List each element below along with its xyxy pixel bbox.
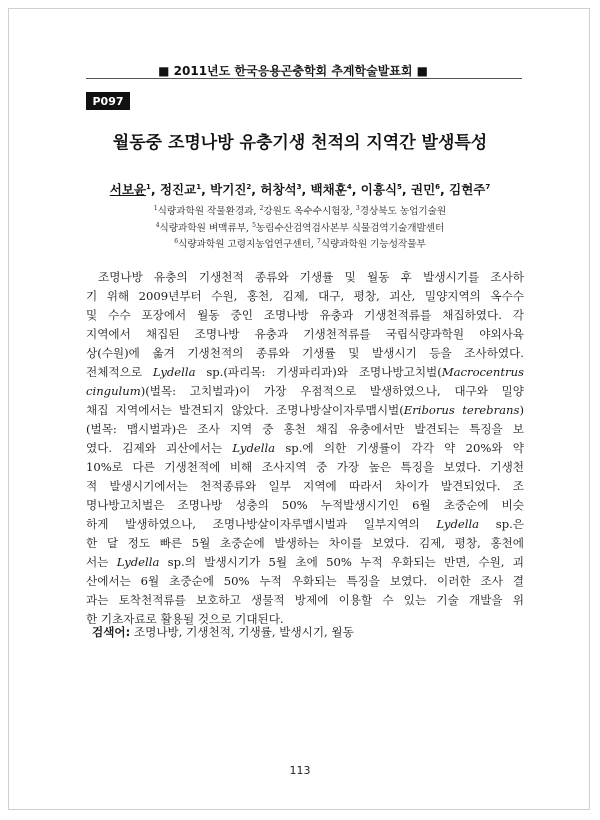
author-name: , 허창석 bbox=[251, 182, 297, 197]
abstract-line bbox=[86, 496, 524, 515]
poster-id-badge: P097 bbox=[86, 92, 130, 110]
abstract-line bbox=[86, 591, 524, 610]
affiliation-marker: 2 bbox=[259, 205, 264, 212]
abstract-text: (벌목: 맵시벌과)은 조사 지역 중 홍천 채집 유충에서만 발견되는 특징을 보 bbox=[86, 422, 524, 436]
species-name: Lydella bbox=[116, 555, 160, 569]
abstract-line bbox=[86, 515, 524, 534]
author-affiliation-marker: 1 bbox=[146, 182, 151, 191]
affiliation-text: 식량과학원 벼맥류부, bbox=[159, 222, 253, 234]
affiliation-line bbox=[0, 235, 600, 252]
abstract-text: 10%로 다른 기생천적에 비해 조사지역 중 가장 높은 특징을 보였다. 기생천 bbox=[86, 460, 524, 474]
author-name: , 이흥식 bbox=[351, 182, 398, 197]
affiliation-marker: 5 bbox=[252, 221, 256, 229]
affiliation-marker: 4 bbox=[155, 221, 160, 229]
abstract-text: 명나방고치벌은 조명나방 성충의 50% 누적발생시기인 6월 초중순에 비슷 bbox=[86, 498, 524, 512]
species-name: Macrocentrus bbox=[441, 365, 524, 379]
author-list bbox=[0, 180, 600, 198]
abstract-body bbox=[86, 268, 524, 629]
abstract-line bbox=[86, 363, 524, 382]
abstract-text: 한 기초자료로 활용될 것으로 기대된다. bbox=[86, 612, 284, 626]
abstract-line bbox=[86, 382, 524, 401]
author-affiliation-marker: 7 bbox=[485, 182, 491, 191]
species-name: Lydella bbox=[436, 517, 480, 531]
author-affiliation-marker: 5 bbox=[397, 182, 402, 191]
affiliation-marker: 3 bbox=[355, 205, 360, 212]
keywords-label: 검색어: bbox=[92, 625, 131, 639]
abstract-line bbox=[86, 287, 524, 306]
abstract-text: sp.은 bbox=[479, 517, 524, 531]
author-affiliation-marker: 2 bbox=[246, 182, 252, 191]
affiliation-text: 농림수산검역검사본부 식물검역기술개발센터 bbox=[255, 222, 445, 234]
abstract-line bbox=[86, 420, 524, 439]
species-name: Lydella bbox=[152, 365, 196, 379]
affiliation-line bbox=[0, 219, 600, 236]
author-name: , 권민 bbox=[401, 182, 436, 197]
author-name: , 김현주 bbox=[440, 182, 486, 197]
abstract-line bbox=[86, 477, 524, 496]
abstract-text: ) bbox=[519, 403, 524, 417]
keywords-text: 조명나방, 기생천적, 기생률, 발생시기, 월동 bbox=[130, 625, 354, 639]
abstract-text: sp.의 발생시기가 5월 초에 50% 누적 우화되는 반면, 수원, 괴 bbox=[159, 555, 524, 569]
page-number: 113 bbox=[289, 764, 311, 777]
author-name: , 정진교 bbox=[150, 182, 197, 197]
abstract-line bbox=[86, 344, 524, 363]
author-name: , 백채훈 bbox=[301, 182, 347, 197]
abstract-text: 한 달 정도 빠른 5월 초중순에 발생하는 차이를 보였다. 김제, 평창, 홍천에 bbox=[86, 536, 524, 550]
abstract-text: 지역에서 채집된 조명나방 유충과 기생천적류를 국립식량과학원 야외사육 bbox=[86, 327, 524, 341]
author-affiliation-marker: 4 bbox=[346, 182, 352, 191]
affiliation-text: 식량과학원 기능성작물부 bbox=[320, 239, 426, 251]
affiliation-text: 강원도 옥수수시험장, bbox=[263, 206, 356, 218]
abstract-text: sp.에 의한 기생률이 각각 약 20%와 약 bbox=[275, 441, 524, 455]
author-affiliation-marker: 3 bbox=[296, 182, 302, 191]
species-name: cingulum bbox=[86, 384, 141, 398]
affiliation-text: 식량과학원 고령지농업연구센터, bbox=[178, 239, 317, 251]
affiliation-marker: 6 bbox=[174, 238, 179, 246]
abstract-text: 상(수원)에 옮겨 기생천적의 종류와 기생률 및 발생시기 등을 조사하였다. bbox=[86, 346, 524, 360]
abstract-text: 기 위해 2009년부터 수원, 홍천, 김제, 대구, 평창, 괴산, 밀양지역의 옥수수 bbox=[86, 289, 524, 303]
abstract-line bbox=[86, 458, 524, 477]
abstract-text: 조명나방 유충의 기생천적 종류와 기생률 및 월동 후 발생시기를 조사하 bbox=[98, 270, 524, 284]
keywords-line bbox=[92, 624, 522, 640]
species-name: Eriborus terebrans bbox=[403, 403, 520, 417]
abstract-text: 서는 bbox=[86, 555, 117, 569]
author-name: , 박기진 bbox=[201, 182, 247, 197]
abstract-text: 하게 발생하였으나, 조명나방살이자루맵시벌과 일부지역의 bbox=[86, 517, 437, 531]
affiliation-marker: 7 bbox=[316, 238, 321, 246]
author-affiliation-marker: 6 bbox=[435, 182, 441, 191]
abstract-line bbox=[86, 401, 524, 420]
abstract-line bbox=[86, 534, 524, 553]
header-rule bbox=[86, 78, 522, 79]
abstract-text: 였다. 김제와 괴산에서는 bbox=[86, 441, 233, 455]
affiliation-list bbox=[0, 202, 600, 252]
abstract-line bbox=[86, 572, 524, 591]
abstract-text: )(벌목: 고치벌과)이 가장 우점적으로 발생하였으나, 대구와 밀양 bbox=[140, 384, 524, 398]
author-name: 서보윤 bbox=[109, 182, 146, 197]
abstract-line bbox=[86, 325, 524, 344]
author-affiliation-marker: 1 bbox=[196, 182, 202, 191]
abstract-text: 전체적으로 bbox=[86, 365, 153, 379]
abstract-line bbox=[86, 439, 524, 458]
affiliation-text: 경상북도 농업기술원 bbox=[359, 206, 447, 218]
abstract-text: sp.(파리목: 기생파리과)와 조명나방고치벌( bbox=[195, 365, 442, 379]
abstract-text: 및 수수 포장에서 월동 중인 조명나방 유충과 기생천적류를 채집하였다. 각 bbox=[86, 308, 524, 322]
abstract-text: 채집 지역에서는 발견되지 않았다. 조명나방살이자루맵시벌( bbox=[86, 403, 404, 417]
abstract-line bbox=[86, 553, 524, 572]
abstract-text: 적 발생시기에서는 천적종류와 일부 지역에 따라서 차이가 발견되었다. 조 bbox=[86, 479, 524, 493]
abstract-line bbox=[86, 306, 524, 325]
header-text: ■ 2011년도 한국응용곤충학회 추계학술발표회 ■ bbox=[158, 64, 428, 78]
abstract-line bbox=[86, 268, 524, 287]
affiliation-text: 식량과학원 작물환경과, bbox=[157, 206, 260, 218]
species-name: Lydella bbox=[232, 441, 276, 455]
abstract-text: 과는 토착천적류를 보호하고 생물적 방제에 이용할 수 있는 기술 개발을 위 bbox=[86, 593, 524, 607]
affiliation-line bbox=[0, 202, 600, 219]
affiliation-marker: 1 bbox=[153, 205, 158, 212]
abstract-text: 산에서는 6월 초중순에 50% 누적 우화되는 특징을 보였다. 이러한 조사 결 bbox=[86, 574, 524, 588]
paper-title: 월동중 조명나방 유충기생 천적의 지역간 발생특성 bbox=[112, 133, 488, 153]
